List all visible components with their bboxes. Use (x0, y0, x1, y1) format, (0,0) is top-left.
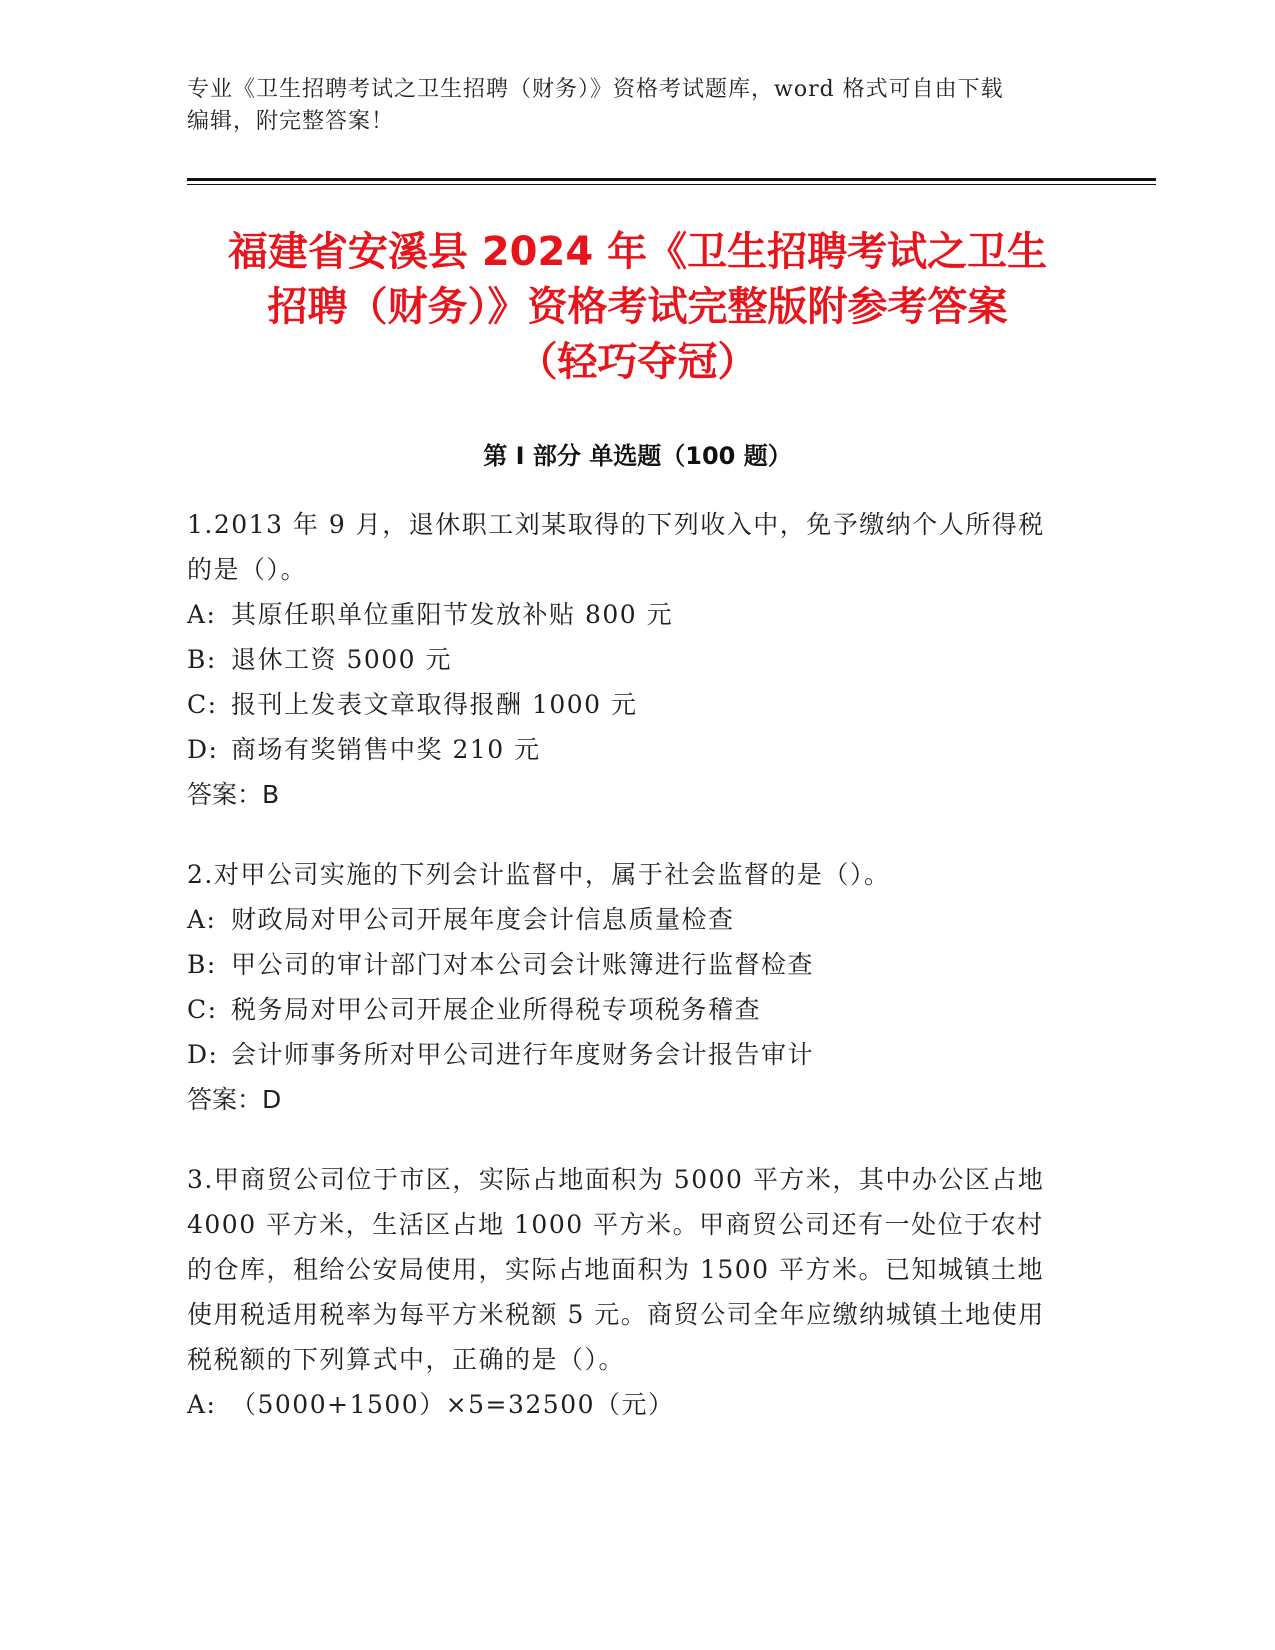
header-divider-thick (187, 178, 1156, 181)
option-text: 甲公司的审计部门对本公司会计账簿进行监督检查 (231, 950, 815, 979)
option-d (187, 1032, 1067, 1077)
option-text: 退休工资 5000 元 (231, 645, 453, 674)
option-key: D: (187, 1040, 219, 1069)
option-b (187, 942, 1067, 987)
option-key: A: (187, 905, 217, 934)
answer: 答案：B (187, 780, 280, 809)
option-key: C: (187, 690, 218, 719)
option-text: 财政局对甲公司开展年度会计信息质量检查 (231, 905, 735, 934)
question-1 (187, 502, 1067, 817)
option-text: （5000+1500）×5=32500（元） (231, 1390, 675, 1419)
option-key: C: (187, 995, 218, 1024)
option-key: D: (187, 735, 219, 764)
header-divider-thin (187, 184, 1156, 185)
option-a (187, 1382, 1067, 1427)
option-d (187, 727, 1067, 772)
section-heading: 第 I 部分 单选题（100 题） (483, 442, 792, 470)
title-line-3: （轻巧夺冠） (517, 339, 758, 385)
option-text: 其原任职单位重阳节发放补贴 800 元 (231, 600, 674, 629)
option-text: 税务局对甲公司开展企业所得税专项税务稽查 (231, 995, 762, 1024)
header-line-2: 编辑，附完整答案！ (187, 109, 395, 134)
option-text: 报刊上发表文章取得报酬 1000 元 (231, 690, 638, 719)
title-line-1: 福建省安溪县 2024 年《卫生招聘考试之卫生 (227, 229, 1048, 275)
option-a (187, 897, 1067, 942)
question-stem: 3.甲商贸公司位于市区，实际占地面积为 5000 平方米，其中办公区占地 4000 平方米，生活区占地 1000 平方米。甲商贸公司还有一处位于农村的仓库，租给公安局使用，实际占地面积为 1500 平方米。已知城镇土地使用税适用税率为每平方米税额 5 元。商贸公司全年应缴纳城镇土地使用税税额的下列算式中，正确的是（）。 (187, 1165, 1045, 1374)
question-stem: 2.对甲公司实施的下列会计监督中，属于社会监督的是（）。 (187, 860, 891, 889)
document-header (187, 74, 1087, 138)
document-title (150, 225, 1125, 390)
option-c (187, 987, 1067, 1032)
option-text: 会计师事务所对甲公司进行年度财务会计报告审计 (231, 1040, 815, 1069)
option-key: B: (187, 645, 217, 674)
option-b (187, 637, 1067, 682)
option-a (187, 592, 1067, 637)
header-line-1: 专业《卫生招聘考试之卫生招聘（财务）》资格考试题库，word 格式可自由下载 (187, 77, 1004, 102)
answer: 答案：D (187, 1085, 282, 1114)
question-3 (187, 1157, 1067, 1427)
option-key: A: (187, 600, 217, 629)
option-key: A: (187, 1390, 217, 1419)
question-2 (187, 852, 1067, 1122)
option-c (187, 682, 1067, 727)
option-text: 商场有奖销售中奖 210 元 (231, 735, 541, 764)
title-line-2: 招聘（财务）》资格考试完整版附参考答案 (267, 284, 1008, 330)
question-stem: 1.2013 年 9 月，退休职工刘某取得的下列收入中，免予缴纳个人所得税的是（）。 (187, 510, 1045, 584)
option-key: B: (187, 950, 217, 979)
